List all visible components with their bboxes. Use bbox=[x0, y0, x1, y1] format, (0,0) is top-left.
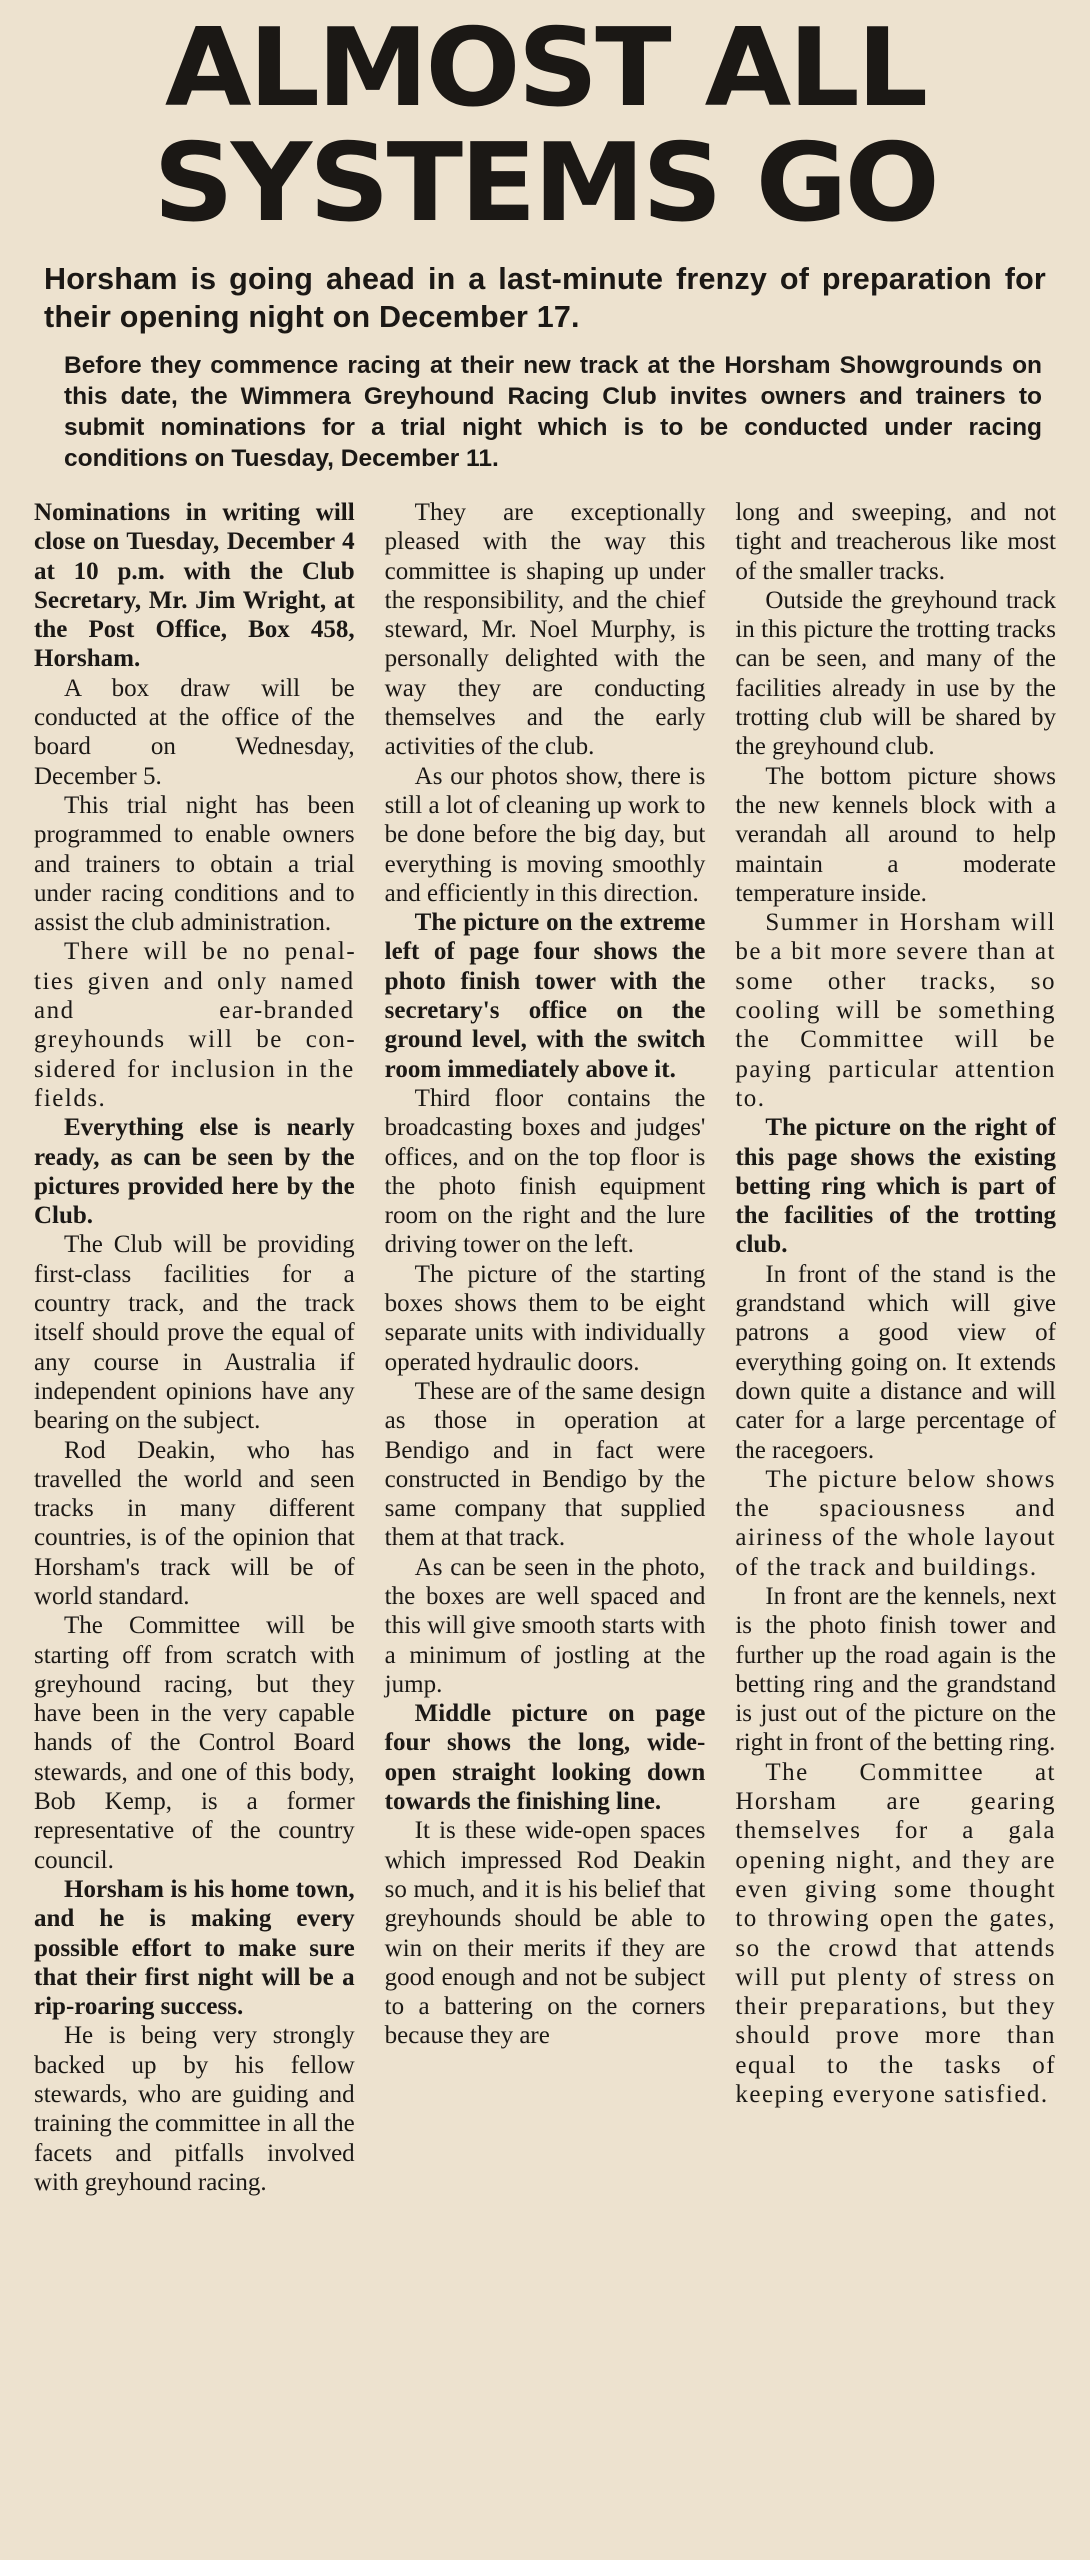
paragraph: Middle picture on page four shows the long, wide-open straight looking down towards the finishing line. bbox=[384, 1700, 706, 1816]
paragraph: They are exceptionally pleased with the way this committee is shaping up under the responsibility, and the chief steward, Mr. Noel Murphy, is personally delighted with the way they are conducting themselves and the early activities of the club. bbox=[384, 499, 706, 761]
standfirst: Horsham is going ahead in a last-minute frenzy of preparation for their opening night on December 17. bbox=[44, 262, 1046, 334]
headline-line-2: SYSTEMS GO bbox=[153, 121, 937, 246]
paragraph: These are of the same design as those in operation at Bendigo and in fact were constructed in Bendigo by the same company that supplied them at that track. bbox=[384, 1377, 706, 1552]
paragraph: A box draw will be conducted at the office of the board on Wednesday, December 5. bbox=[34, 674, 355, 790]
paragraph: Everything else is nearly ready, as can be seen by the pictures provided here by the Club. bbox=[34, 1114, 355, 1230]
paragraph: In front of the stand is the grandstand which will give patrons a good view of everything going on. It extends down quite a distance and will cater for a large percentage of the racegoers. bbox=[735, 1260, 1056, 1464]
intro-paragraph: Before they commence racing at their new track at the Horsham Showgrounds on this date, the Wimmera Greyhound Racing Club invites owners and trainers to submit nominations for a trial night which is to be conducted under racing conditions on Tuesday, December 11. bbox=[64, 352, 1042, 472]
paragraph: The Club will be providing first-class facilities for a country track, and the track itself should prove the equal of any course in Australia if independent opinions have any bearing on the subject. bbox=[34, 1231, 355, 1435]
paragraph: This trial night has been programmed to enable owners and trainers to obtain a trial under racing conditions and to assist the club administration. bbox=[34, 791, 355, 937]
paragraph: The picture on the extreme left of page four shows the photo finish tower with the secretary's office on the ground level, with the switch room immediately above it. bbox=[384, 909, 706, 1083]
paragraph: As our photos show, there is still a lot of cleaning up work to be done before the big day, but everything is moving smoothly and efficiently in this direction. bbox=[384, 762, 706, 907]
paragraph: In front are the kennels, next is the photo finish tower and further up the road again is the betting ring and the grandstand is just out of the picture on the right in front of the betting ring. bbox=[735, 1582, 1056, 1757]
paragraph: The picture of the starting boxes shows them to be eight separate units with individually operated hydraulic doors. bbox=[384, 1260, 706, 1376]
paragraph: The picture below shows the spaciousness and airiness of the whole layout of the track and buildings. bbox=[735, 1465, 1056, 1581]
paragraph: Horsham is his home town, and he is making every possible effort to make sure that their first night will be a rip-roaring success. bbox=[34, 1875, 355, 2021]
paragraph: The Committee at Horsham are gearing themselves for a gala opening night, and they are even giving some thought to throwing open the gates, so the crowd that attends will put plenty of stress on their preparations, but they should prove more than equal to the tasks of keeping everyone satisfied. bbox=[735, 1758, 1056, 2109]
paragraph: There will be no penalties given and only named and ear-branded greyhounds will be considered for inclusion in the fields. bbox=[34, 938, 355, 1112]
headline bbox=[34, 5, 1056, 246]
column-2 bbox=[385, 498, 706, 2478]
paragraph: As can be seen in the photo, the boxes are well spaced and this will give smooth starts with a minimum of jostling at the jump. bbox=[384, 1553, 706, 1698]
headline-line-1: ALMOST ALL bbox=[164, 5, 926, 131]
column-1 bbox=[34, 498, 355, 2478]
paragraph: Summer in Horsham will be a bit more severe than at some other tracks, so cooling will be something the Committee will be paying particular attention to. bbox=[735, 909, 1056, 1112]
paragraph: It is these wide-open spaces which impressed Rod Deakin so much, and it is his belief that greyhounds should be able to win on their merits if they are good enough and not be subject to a battering on the corners because they are bbox=[384, 1817, 706, 2050]
paragraph: The picture on the right of this page shows the existing betting ring which is part of the facilities of the trotting club. bbox=[735, 1114, 1056, 1259]
column-3 bbox=[735, 498, 1056, 2478]
paragraph: The bottom picture shows the new kennels block with a verandah all around to help maintain a moderate temperature inside. bbox=[735, 762, 1056, 907]
paragraph: Third floor contains the broadcasting boxes and judges' offices, and on the top floor is the photo finish equipment room on the right and the lure driving tower on the left. bbox=[384, 1084, 706, 1259]
paragraph: He is being very strongly backed up by his fellow stewards, who are guiding and training the committee in all the facets and pitfalls involved with greyhound racing. bbox=[34, 2022, 355, 2196]
paragraph: Rod Deakin, who has travelled the world and seen tracks in many different countries, is of the opinion that Horsham's track will be of world standard. bbox=[34, 1436, 355, 1610]
paragraph: Outside the greyhound track in this picture the trotting tracks can be seen, and many of the facilities already in use by the trotting club will be shared by the greyhound club. bbox=[735, 586, 1056, 761]
paragraph: The Committee will be starting off from scratch with greyhound racing, but they have been in the very capable hands of the Control Board stewards, and one of this body, Bob Kemp, is a former representative of the country council. bbox=[34, 1612, 355, 1874]
article-columns bbox=[34, 498, 1056, 2478]
paragraph: Nominations in writing will close on Tuesday, December 4 at 10 p.m. with the Club Secretary, Mr. Jim Wright, at the Post Office, Box 458, Horsham. bbox=[34, 499, 355, 673]
paragraph: long and sweeping, and not tight and treacherous like most of the smaller tracks. bbox=[735, 499, 1056, 585]
